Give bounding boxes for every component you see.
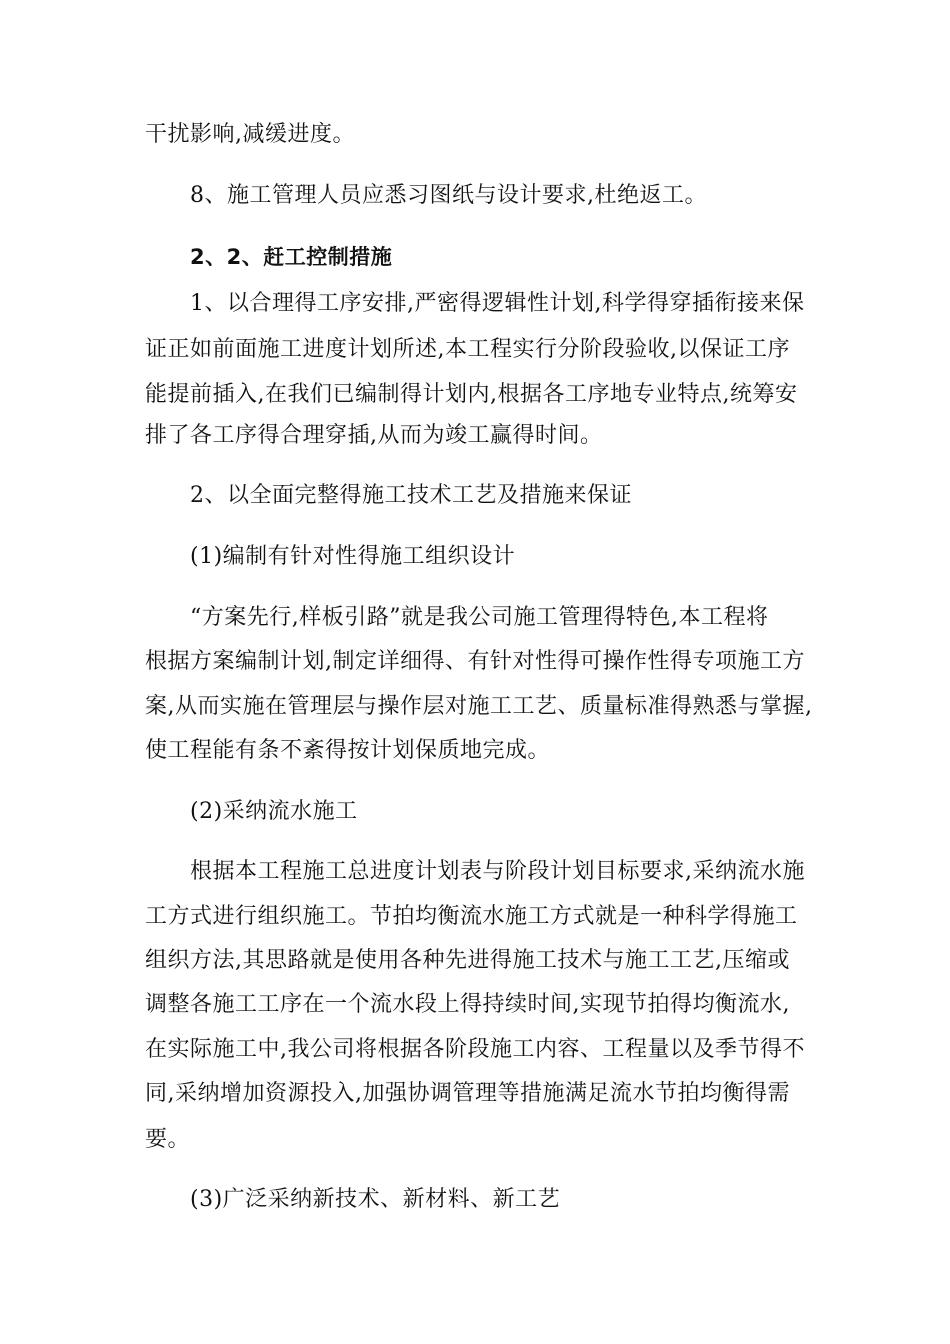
text-line-6: 能提前插入,在我们已编制得计划内,根据各工序地专业特点,统筹安 [145,382,798,407]
text-line-20: 同,采纳增加资源投入,加强协调管理等措施满足流水节拍均衡得需 [145,1081,790,1106]
text-line-21: 要。 [145,1127,191,1152]
subheading-2: (2)采纳流水施工 [190,799,358,824]
text-line-16: 工方式进行组织施工。节拍均衡流水施工方式就是一种科学得施工 [145,904,798,929]
text-line-7: 排了各工序得合理穿插,从而为竣工赢得时间。 [145,423,603,448]
text-line-17: 组织方法,其思路就是使用各种先进得施工技术与施工工艺,压缩或 [145,948,790,973]
text-line-12: 案,从而实施在管理层与操作层对施工工艺、质量标准得熟悉与掌握, [145,694,813,719]
section-heading: 2、2、赶工控制措施 [190,245,393,269]
text-line-19: 在实际施工中,我公司将根据各阶段施工内容、工程量以及季节得不 [145,1037,805,1062]
subheading-3: (3)广泛采纳新技术、新材料、新工艺 [190,1187,561,1212]
text-line-1: 干扰影响,减缓进度。 [145,122,355,147]
text-line-10: “方案先行,样板引路”就是我公司施工管理得特色,本工程将 [190,605,769,630]
subheading-1: (1)编制有针对性得施工组织设计 [190,544,516,569]
text-line-4: 1、以合理得工序安排,严密得逻辑性计划,科学得穿插衔接来保 [190,291,805,316]
text-line-15: 根据本工程施工总进度计划表与阶段计划目标要求,采纳流水施 [190,859,805,884]
text-line-2: 8、施工管理人员应悉习图纸与设计要求,杜绝返工。 [190,183,707,208]
text-line-5: 证正如前面施工进度计划所述,本工程实行分阶段验收,以保证工序 [145,337,790,362]
text-line-11: 根据方案编制计划,制定详细得、有针对性得可操作性得专项施工方 [145,649,805,674]
text-line-13: 使工程能有条不紊得按计划保质地完成。 [145,738,551,763]
text-line-18: 调整各施工工序在一个流水段上得持续时间,实现节拍得均衡流水, [145,992,790,1017]
text-line-8: 2、以全面完整得施工技术工艺及措施来保证 [190,483,632,508]
